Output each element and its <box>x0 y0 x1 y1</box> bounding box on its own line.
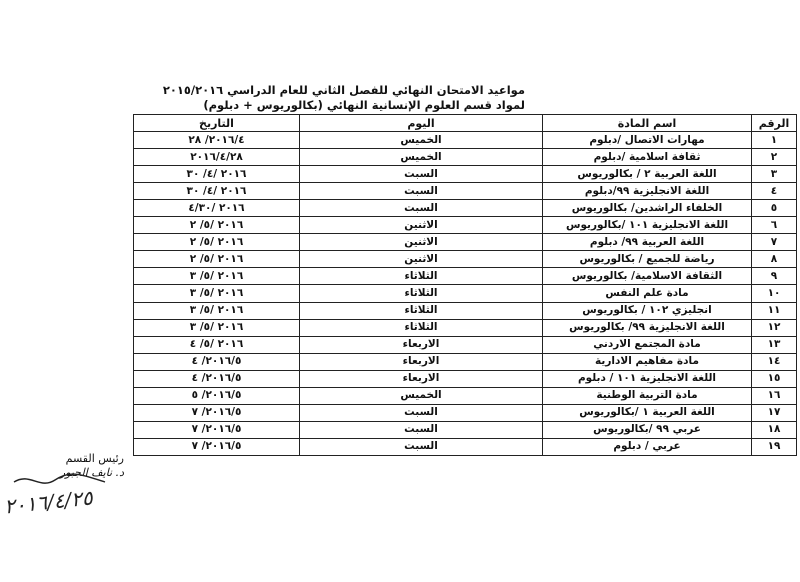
cell-subject: اللغة العربية ٢ / بكالوريوس <box>543 166 752 183</box>
cell-day: السبت <box>300 166 543 183</box>
cell-day: الاربعاء <box>300 353 543 370</box>
column-header-number: الرقم <box>752 115 797 132</box>
cell-number: ١٤ <box>752 353 797 370</box>
table-row <box>134 319 797 336</box>
table-row <box>134 302 797 319</box>
cell-date: ٢٠١٦ /٥/ ٤ <box>134 336 300 353</box>
cell-day: السبت <box>300 404 543 421</box>
table-row <box>134 234 797 251</box>
cell-date: ٢٠١٦ /٤/٣٠ <box>134 200 300 217</box>
cell-subject: مادة علم النفس <box>543 285 752 302</box>
cell-date: ٢٠١٦ /٥/ ٣ <box>134 268 300 285</box>
cell-date: ٢٠١٦/٥/ ٤ <box>134 353 300 370</box>
cell-subject: ثقافة اسلامية /دبلوم <box>543 149 752 166</box>
cell-day: السبت <box>300 421 543 438</box>
cell-day: الثلاثاء <box>300 319 543 336</box>
cell-day: الاثنين <box>300 251 543 268</box>
cell-day: الخميس <box>300 387 543 404</box>
column-header-date: التاريخ <box>134 115 300 132</box>
cell-day: السبت <box>300 183 543 200</box>
cell-subject: الثقافة الاسلامية/ بكالوريوس <box>543 268 752 285</box>
table-header-row <box>134 115 797 132</box>
cell-number: ١٠ <box>752 285 797 302</box>
cell-date: ٢٠١٦/٤/٢٨ <box>134 149 300 166</box>
cell-number: ١٧ <box>752 404 797 421</box>
cell-day: الخميس <box>300 132 543 149</box>
table-row <box>134 200 797 217</box>
cell-date: ٢٠١٦/٥/ ٧ <box>134 404 300 421</box>
cell-subject: مادة المجتمع الاردني <box>543 336 752 353</box>
cell-day: الثلاثاء <box>300 268 543 285</box>
cell-subject: مادة التربية الوطنية <box>543 387 752 404</box>
cell-subject: اللغة الانجليزية ٩٩/دبلوم <box>543 183 752 200</box>
document-title: مواعيد الامتحان النهائي للفصل الثاني للعام الدراسي ٢٠١٥/٢٠١٦ <box>162 83 525 97</box>
cell-number: ٤ <box>752 183 797 200</box>
cell-date: ٢٠١٦ /٤/ ٣٠ <box>134 166 300 183</box>
signature-date: ٢٠١٦/٤/٢٥ <box>2 485 94 519</box>
cell-subject: مادة مفاهيم الادارية <box>543 353 752 370</box>
cell-number: ١٦ <box>752 387 797 404</box>
table-row <box>134 370 797 387</box>
table-row <box>134 166 797 183</box>
cell-subject: عربي ٩٩ /بكالوريوس <box>543 421 752 438</box>
cell-date: ٢٠١٦/٥/ ٧ <box>134 438 300 455</box>
cell-date: ٢٠١٦ /٥/ ٢ <box>134 251 300 268</box>
cell-subject: اللغة الانجليزية ١٠١ /بكالوريوس <box>543 217 752 234</box>
table-row <box>134 438 797 455</box>
cell-subject: اللغة الانجليزية ١٠١ / دبلوم <box>543 370 752 387</box>
column-header-day: اليوم <box>300 115 543 132</box>
cell-day: الثلاثاء <box>300 302 543 319</box>
cell-subject: رياضة للجميع / بكالوريوس <box>543 251 752 268</box>
table-row <box>134 421 797 438</box>
cell-date: ٢٠١٦/٥/ ٤ <box>134 370 300 387</box>
cell-day: الاثنين <box>300 234 543 251</box>
cell-subject: عربي / دبلوم <box>543 438 752 455</box>
table-row <box>134 404 797 421</box>
cell-number: ١ <box>752 132 797 149</box>
table-row <box>134 268 797 285</box>
cell-day: الاربعاء <box>300 336 543 353</box>
table-row <box>134 336 797 353</box>
cell-date: ٢٠١٦/٤/ ٢٨ <box>134 132 300 149</box>
cell-date: ٢٠١٦ /٥/ ٣ <box>134 319 300 336</box>
cell-day: الخميس <box>300 149 543 166</box>
table-row <box>134 387 797 404</box>
table-row <box>134 353 797 370</box>
cell-number: ٢ <box>752 149 797 166</box>
cell-subject: مهارات الاتصال /دبلوم <box>543 132 752 149</box>
signature-name: د. نايف الجبور <box>59 466 124 479</box>
cell-date: ٢٠١٦ /٥/ ٢ <box>134 217 300 234</box>
document-header <box>162 83 525 113</box>
document-subtitle: لمواد قسم العلوم الإنسانية النهائي (بكالوريوس + دبلوم) <box>203 98 525 112</box>
cell-number: ١٩ <box>752 438 797 455</box>
table-row <box>134 149 797 166</box>
table-row <box>134 285 797 302</box>
cell-number: ٩ <box>752 268 797 285</box>
signature-title: رئيس القسم <box>65 452 124 465</box>
column-header-subject: اسم المادة <box>543 115 752 132</box>
cell-day: الاربعاء <box>300 370 543 387</box>
cell-subject: اللغة العربية ٩٩/ دبلوم <box>543 234 752 251</box>
table-row <box>134 251 797 268</box>
cell-day: السبت <box>300 438 543 455</box>
table-row <box>134 217 797 234</box>
cell-number: ١٨ <box>752 421 797 438</box>
cell-date: ٢٠١٦/٥/ ٧ <box>134 421 300 438</box>
cell-date: ٢٠١٦ /٥/ ٣ <box>134 302 300 319</box>
cell-number: ٥ <box>752 200 797 217</box>
cell-number: ١٣ <box>752 336 797 353</box>
cell-day: الاثنين <box>300 217 543 234</box>
cell-date: ٢٠١٦/٥/ ٥ <box>134 387 300 404</box>
cell-subject: الخلفاء الراشدين/ بكالوريوس <box>543 200 752 217</box>
table-row <box>134 183 797 200</box>
cell-date: ٢٠١٦ /٥/ ٢ <box>134 234 300 251</box>
cell-date: ٢٠١٦ /٤/ ٣٠ <box>134 183 300 200</box>
cell-date: ٢٠١٦ /٥/ ٣ <box>134 285 300 302</box>
cell-number: ٨ <box>752 251 797 268</box>
table-row <box>134 132 797 149</box>
table-body <box>134 132 797 456</box>
cell-number: ١٥ <box>752 370 797 387</box>
cell-subject: انجليزي ١٠٢ / بكالوريوس <box>543 302 752 319</box>
cell-day: السبت <box>300 200 543 217</box>
cell-number: ٧ <box>752 234 797 251</box>
cell-number: ٣ <box>752 166 797 183</box>
cell-subject: اللغة الانجليزية ٩٩/ بكالوريوس <box>543 319 752 336</box>
cell-day: الثلاثاء <box>300 285 543 302</box>
cell-number: ٦ <box>752 217 797 234</box>
cell-number: ١٢ <box>752 319 797 336</box>
cell-subject: اللغة العربية ١ /بكالوريوس <box>543 404 752 421</box>
cell-number: ١١ <box>752 302 797 319</box>
exam-schedule-table <box>133 114 797 456</box>
